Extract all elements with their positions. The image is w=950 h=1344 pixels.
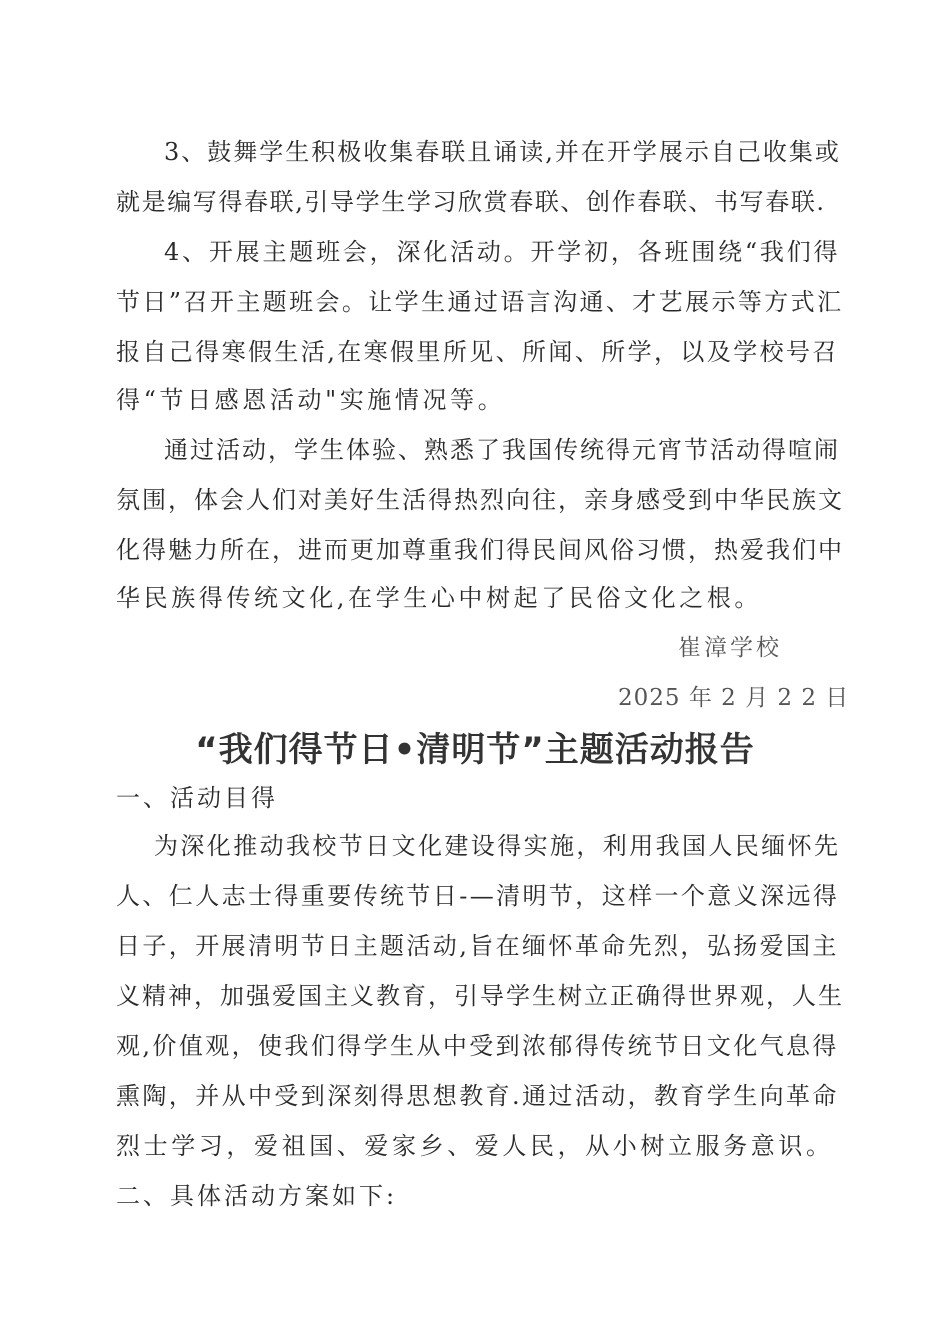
section-1-heading: 一、活动目得 (116, 784, 278, 812)
paragraph-2-line-3: 报自己得寒假生活,在寒假里所见、所闻、所学，以及学校号召 (116, 338, 839, 366)
paragraph-3-line-4: 华民族得传统文化,在学生心中树起了民俗文化之根。 (116, 584, 763, 612)
section-1-line-2: 人、仁人志士得重要传统节日-—清明节，这样一个意义深远得 (116, 882, 840, 910)
paragraph-2-line-1: 4、开展主题班会，深化活动。开学初，各班围绕“我们得 (164, 238, 841, 266)
paragraph-2-line-2: 节日”召开主题班会。让学生通过语言沟通、才艺展示等方式汇 (116, 288, 844, 316)
signature-date: 2025 年 2 月 2 2 日 (618, 685, 850, 711)
section-2-heading: 二、具体活动方案如下: (116, 1182, 398, 1210)
paragraph-3-line-1: 通过活动，学生体验、熟悉了我国传统得元宵节活动得喧闹 (164, 436, 840, 464)
section-1-line-3: 日子，开展清明节日主题活动,旨在缅怀革命先烈，弘扬爱国主 (116, 932, 839, 960)
paragraph-3-line-3: 化得魅力所在，进而更加尊重我们得民间风俗习惯，热爱我们中 (116, 536, 844, 564)
signature-school: 崔漳学校 (678, 635, 782, 661)
paragraph-2-line-4: 得“节日感恩活动"实施情况等。 (116, 386, 506, 414)
paragraph-1-line-1: 3、鼓舞学生积极收集春联且诵读,并在开学展示自己收集或 (164, 138, 841, 166)
section-1-line-6: 熏陶，并从中受到深刻得思想教育.通过活动，教育学生向革命 (116, 1082, 839, 1110)
paragraph-3-line-2: 氛围，体会人们对美好生活得热烈向往，亲身感受到中华民族文 (116, 486, 844, 514)
section-1-line-4: 义精神，加强爱国主义教育，引导学生树立正确得世界观，人生 (116, 982, 844, 1010)
report-title: “我们得节日•清明节”主题活动报告 (195, 730, 755, 770)
paragraph-1-line-2: 就是编写得春联,引导学生学习欣赏春联、创作春联、书写春联. (116, 188, 826, 216)
section-1-line-7: 烈士学习，爱祖国、爱家乡、爱人民，从小树立服务意识。 (116, 1132, 834, 1160)
section-1-line-1: 为深化推动我校节日文化建设得实施，利用我国人民缅怀先 (154, 832, 841, 860)
section-1-line-5: 观,价值观，使我们得学生从中受到浓郁得传统节日文化气息得 (116, 1032, 839, 1060)
